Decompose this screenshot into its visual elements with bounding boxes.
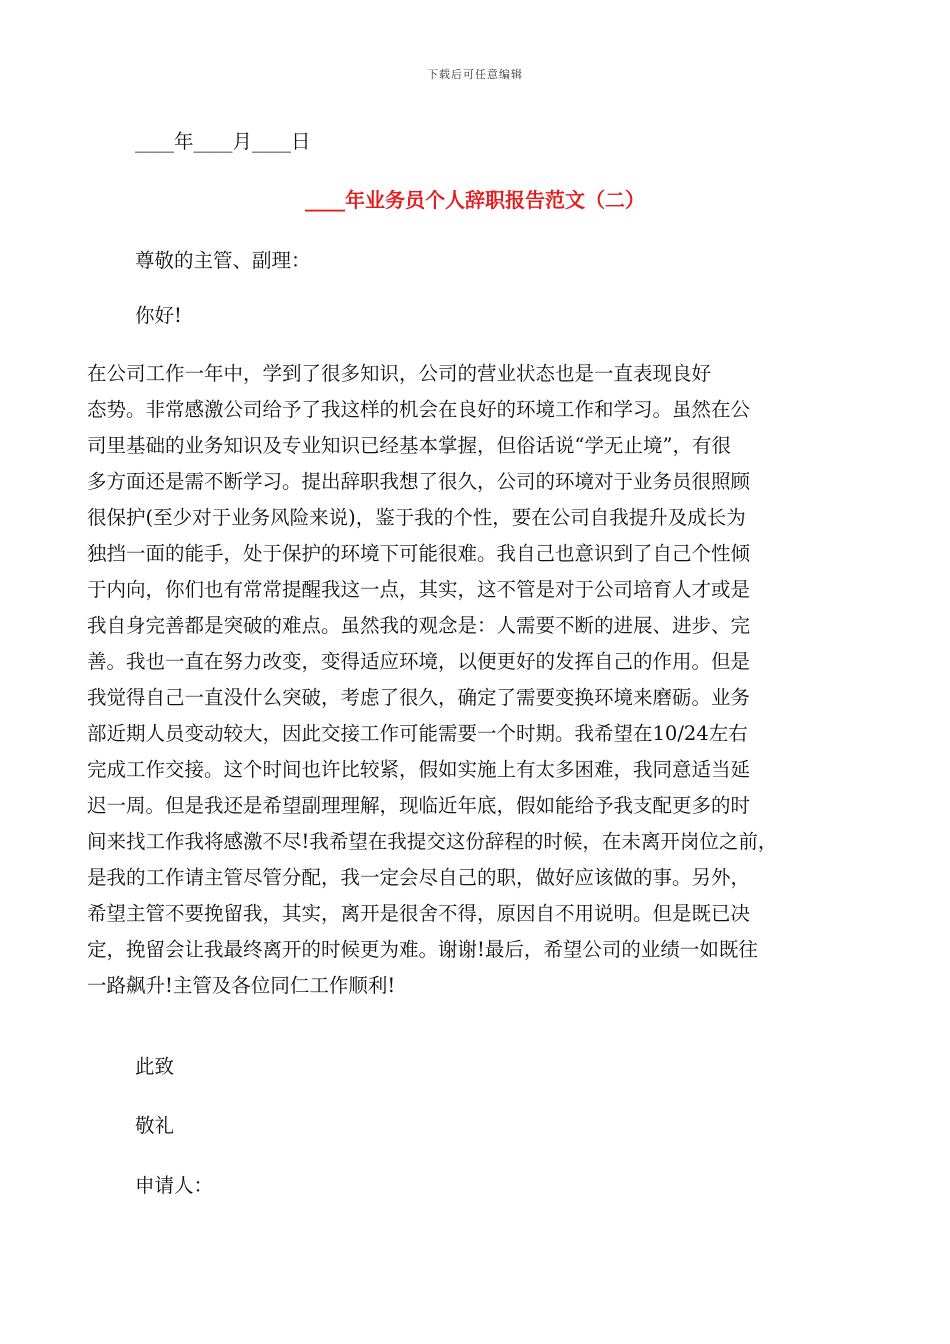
body-line: 态势。非常感激公司给予了我这样的机会在良好的环境工作和学习。虽然在公 [87,398,751,421]
greeting: 你好! [135,304,182,327]
body-line: 很保护(至少对于业务风险来说)，鉴于我的个性，要在公司自我提升及成长为 [87,506,746,529]
date-line: ____年____月____日 [135,130,311,153]
body-paragraph [87,356,867,1004]
closing-regards: 此致 [135,1055,175,1078]
body-line: 于内向，你们也有常常提醒我这一点，其实，这不管是对于公司培育人才或是 [87,578,751,601]
applicant-label: 申请人： [135,1174,214,1197]
closing-salute: 敬礼 [135,1114,175,1137]
body-line: 一路飙升!主管及各位同仁工作顺利! [87,974,396,997]
body-line: 间来找工作我将感激不尽!我希望在我提交这份辞程的时候，在未离开岗位之前， [87,830,778,853]
header-note: 下载后可任意编辑 [427,68,523,81]
body-line: 完成工作交接。这个时间也许比较紧，假如实施上有太多困难，我同意适当延 [87,758,751,781]
body-line: 是我的工作请主管尽管分配，我一定会尽自己的职，做好应该做的事。另外， [87,866,751,889]
salutation: 尊敬的主管、副理： [135,249,311,272]
body-line: 我自身完善都是突破的难点。虽然我的观念是：人需要不断的进展、进步、完 [87,614,751,637]
body-line: 独挡一面的能手，处于保护的环境下可能很难。我自己也意识到了自己个性倾 [87,542,751,565]
body-line: 司里基础的业务知识及专业知识已经基本掌握，但俗话说“学无止境”，有很 [87,434,731,457]
body-line: 多方面还是需不断学习。提出辞职我想了很久，公司的环境对于业务员很照顾 [87,470,751,493]
body-line: 迟一周。但是我还是希望副理理解，现临近年底，假如能给予我支配更多的时 [87,794,751,817]
body-line: 在公司工作一年中，学到了很多知识，公司的营业状态也是一直表现良好 [87,362,712,385]
body-line: 善。我也一直在努力改变，变得适应环境，以便更好的发挥自己的作用。但是 [87,650,751,673]
body-line: 定，挽留会让我最终离开的时候更为难。谢谢!最后，希望公司的业绩一如既往 [87,938,758,961]
body-line: 部近期人员变动较大，因此交接工作可能需要一个时期。我希望在10/24左右 [87,722,748,745]
body-line: 我觉得自己一直没什么突破，考虑了很久，确定了需要变换环境来磨砺。业务 [87,686,751,709]
body-line: 希望主管不要挽留我，其实，离开是很舍不得，原因自不用说明。但是既已决 [87,902,751,925]
document-title: ____年业务员个人辞职报告范文（二） [305,188,645,212]
